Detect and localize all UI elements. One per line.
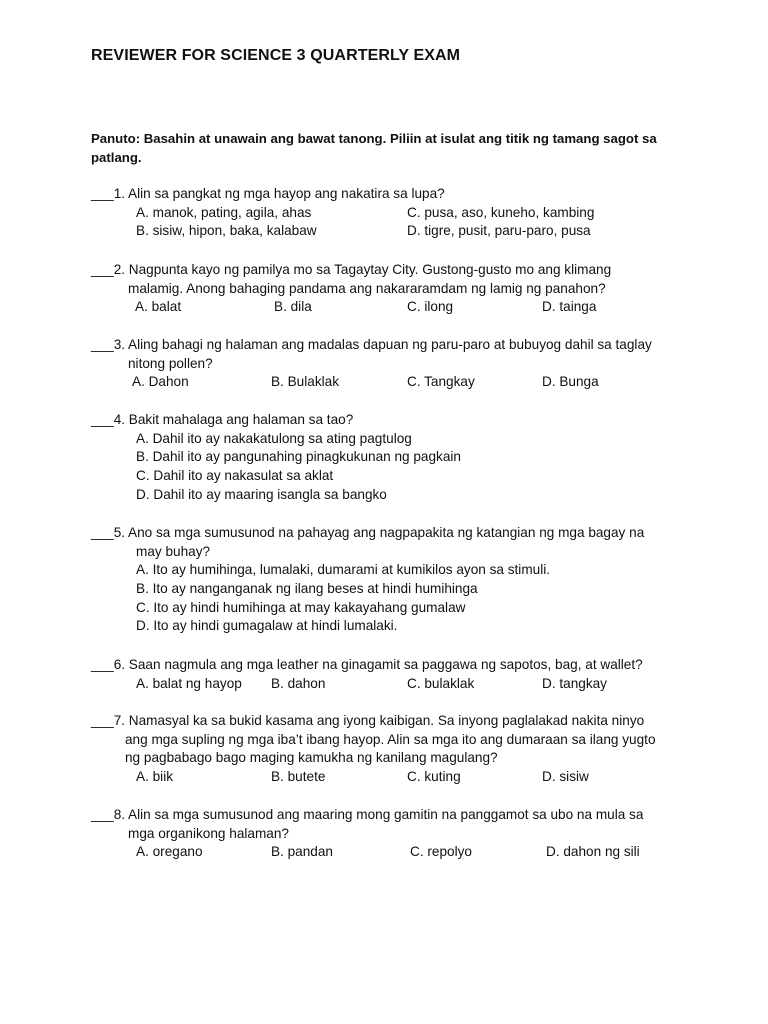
answer-blank: ___ [91, 337, 114, 352]
question-stem-continued: mga organikong halaman? [128, 825, 289, 841]
option-d: D. tigre, pusit, paru-paro, pusa [407, 223, 591, 239]
question-8 [91, 806, 691, 862]
option-b: B. sisiw, hipon, baka, kalabaw [136, 223, 317, 239]
option-b: B. Ito ay nanganganak ng ilang beses at hindi humihinga [136, 581, 478, 597]
option-c: C. Ito ay hindi humihinga at may kakayahang gumalaw [136, 599, 466, 615]
option-b: B. dahon [271, 675, 326, 691]
option-c: C. repolyo [410, 844, 472, 860]
option-d: D. Dahil ito ay maaring isangla sa bangko [136, 486, 387, 502]
option-c: C. ilong [407, 299, 454, 315]
question-6 [91, 656, 691, 693]
question-stem: 8. Alin sa mga sumusunod ang maaring mong gamitin na panggamot sa ubo na mula sa [113, 807, 644, 822]
question-stem: 1. Alin sa pangkat ng mga hayop ang nakatira sa lupa? [113, 186, 445, 201]
option-b: B. pandan [271, 844, 333, 860]
answer-blank: ___ [91, 262, 114, 277]
document-title: REVIEWER FOR SCIENCE 3 QUARTERLY EXAM [91, 47, 461, 64]
answer-blank: ___ [91, 807, 114, 822]
question-stem: 2. Nagpunta kayo ng pamilya mo sa Tagaytay City. Gustong-gusto mo ang klimang [113, 262, 612, 277]
option-a: A. biik [136, 769, 174, 785]
option-d: D. tangkay [542, 675, 607, 691]
question-stem: 3. Aling bahagi ng halaman ang madalas dapuan ng paru-paro at bubuyog dahil sa taglay [113, 337, 652, 352]
option-c: C. Dahil ito ay nakasulat sa aklat [136, 468, 334, 484]
question-7 [91, 712, 691, 787]
option-b: B. Dahil ito ay pangunahing pinagkukunan ng pagkain [136, 449, 461, 465]
option-b: B. dila [274, 299, 312, 315]
question-2 [91, 261, 691, 317]
option-a: A. oregano [136, 844, 203, 860]
option-a: A. Ito ay humihinga, lumalaki, dumarami at kumikilos ayon sa stimuli. [136, 562, 551, 578]
option-a: A. balat ng hayop [136, 675, 242, 691]
option-b: B. Bulaklak [271, 374, 340, 390]
question-stem-continued: malamig. Anong bahaging pandama ang nakararamdam ng lamig ng panahon? [128, 280, 606, 296]
question-stem: 4. Bakit mahalaga ang halaman sa tao? [113, 412, 354, 427]
question-stem: 5. Ano sa mga sumusunod na pahayag ang nagpapakita ng katangian ng mga bagay na [113, 525, 645, 540]
option-a: A. balat [135, 299, 182, 315]
option-a: A. Dahon [132, 374, 189, 390]
question-stem-continued: nitong pollen? [128, 355, 213, 371]
question-1 [91, 185, 691, 241]
option-c: C. kuting [407, 769, 461, 785]
question-stem: 6. Saan nagmula ang mga leather na ginagamit sa paggawa ng sapotos, bag, at wallet? [113, 657, 643, 672]
answer-blank: ___ [91, 713, 114, 728]
question-4 [91, 411, 691, 504]
option-a: A. manok, pating, agila, ahas [136, 204, 312, 220]
option-d: D. Bunga [542, 374, 599, 390]
option-d: D. sisiw [542, 769, 589, 785]
option-c: C. Tangkay [407, 374, 475, 390]
question-stem: 7. Namasyal ka sa bukid kasama ang iyong kaibigan. Sa inyong paglalakad nakita ninyo [113, 713, 645, 728]
question-3 [91, 336, 691, 392]
question-5 [91, 524, 691, 636]
question-stem-continued: may buhay? [136, 543, 211, 559]
option-d: D. dahon ng sili [546, 844, 640, 860]
answer-blank: ___ [91, 186, 114, 201]
option-c: C. pusa, aso, kuneho, kambing [407, 204, 595, 220]
answer-blank: ___ [91, 412, 114, 427]
option-b: B. butete [271, 769, 326, 785]
option-c: C. bulaklak [407, 675, 475, 691]
answer-blank: ___ [91, 525, 114, 540]
option-d: D. Ito ay hindi gumagalaw at hindi lumalaki. [136, 618, 398, 634]
instructions-text: Panuto: Basahin at unawain ang bawat tanong. Piliin at isulat ang titik ng tamang sagot sa patlang. [91, 131, 657, 165]
option-d: D. tainga [542, 299, 597, 315]
option-a: A. Dahil ito ay nakakatulong sa ating pagtulog [136, 430, 412, 446]
question-stem-continued: ang mga supling ng mga iba’t ibang hayop. Alin sa mga ito ang dumaraan sa ilang yugto [125, 731, 656, 747]
answer-blank: ___ [91, 657, 114, 672]
question-stem-continued: ng pagbabago bago maging kamukha ng kanilang magulang? [125, 750, 498, 766]
